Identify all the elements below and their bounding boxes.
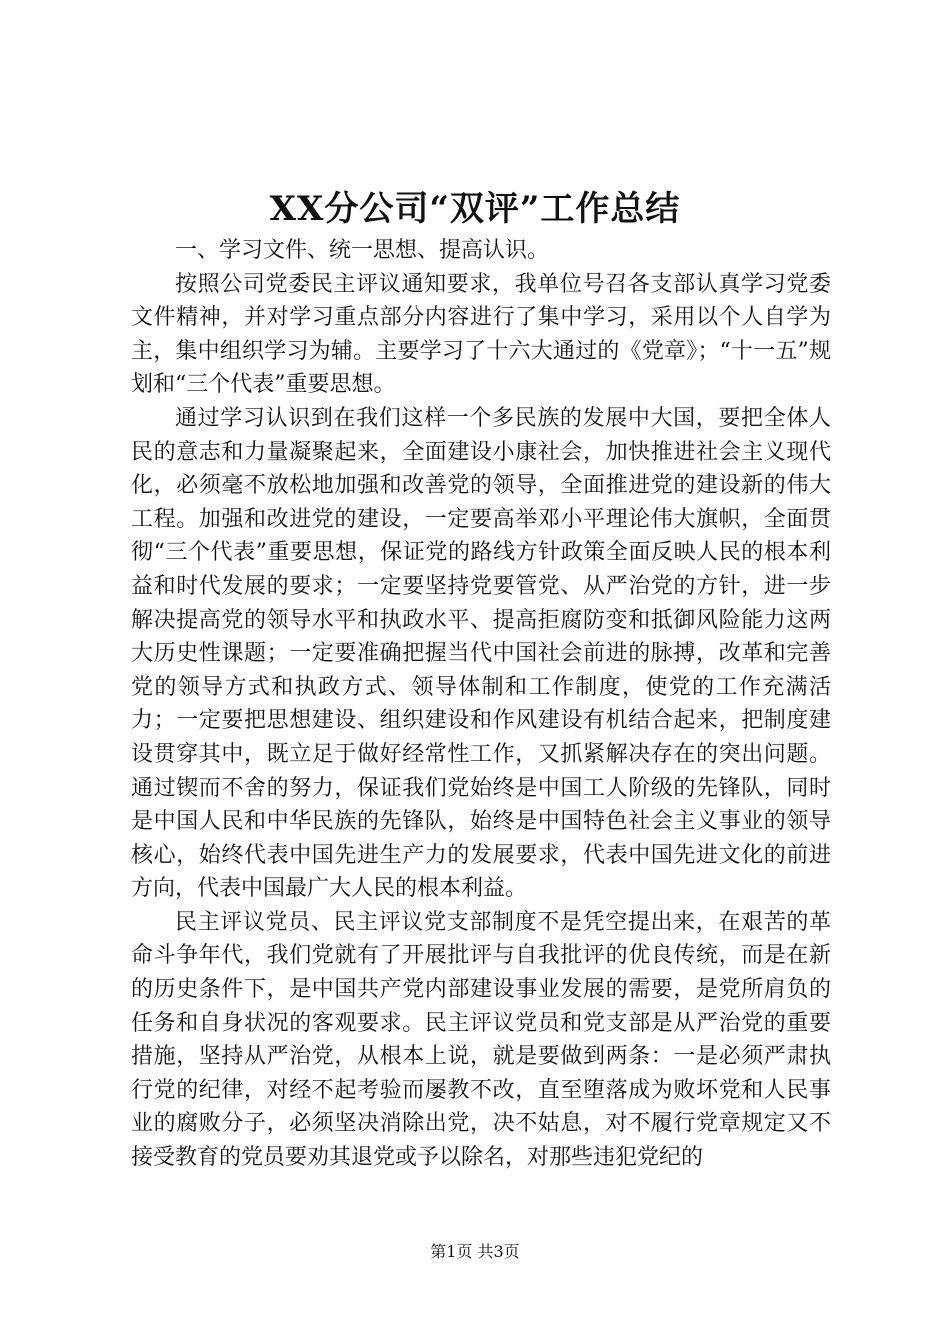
section-heading: 一、学习文件、统一思想、提高认识。 (175, 238, 550, 263)
document-title: XX分公司“双评”工作总结 (269, 189, 681, 229)
paragraph: 民主评议党员、民主评议党支部制度不是凭空提出来，在艰苦的革命斗争年代，我们党就有了开展批评与自我批评的优良传统，而是在新的历史条件下，是中国共产党内部建设事业发展的需要，是党所肩负的任务和自身状况的客观要求。民主评议党员和党支部是从严治党的重要措施，坚持从严治党，从根本上说，就是要做到两条：一是必须严肃执行党的纪律，对经不起考验而屡教不改，直至堕落成为败坏党和人民事业的腐败分子，必须坚决消除出党，决不姑息，对不履行党章规定又不接受教育的党员要劝其退党或予以除名，对那些违犯党纪的 (131, 909, 831, 1171)
paragraph: 通过学习认识到在我们这样一个多民族的发展中大国，要把全体人民的意志和力量凝聚起来，全面建设小康社会，加快推进社会主义现代化，必须毫不放松地加强和改善党的领导，全面推进党的建设新的伟大工程。加强和改进党的建设，一定要高举邓小平理论伟大旗帜，全面贯彻“三个代表”重要思想，保证党的路线方针政策全面反映人民的根本利益和时代发展的要求；一定要坚持党要管党、从严治党的方针，进一步解决提高党的领导水平和执政水平、提高拒腐防变和抵御风险能力这两大历史性课题；一定要准确把握当代中国社会前进的脉搏，改革和完善党的领导方式和执政方式、领导体制和工作制度，使党的工作充满活力；一定要把思想建设、组织建设和作风建设有机结合起来，把制度建设贯穿其中，既立足于做好经常性工作，又抓紧解决存在的突出问题。通过锲而不舍的努力，保证我们党始终是中国工人阶级的先锋队，同时是中国人民和中华民族的先锋队，始终是中国特色社会主义事业的领导核心，始终代表中国先进生产力的发展要求，代表中国先进文化的前进方向，代表中国最广大人民的根本利益。 (131, 405, 831, 902)
page-number: 第1页 共3页 (430, 1242, 520, 1261)
paragraph: 按照公司党委民主评议通知要求，我单位号召各支部认真学习党委文件精神，并对学习重点部分内容进行了集中学习，采用以个人自学为主，集中组织学习为辅。主要学习了十六大通过的《党章》；“十一五”规划和“三个代表”重要思想。 (131, 271, 831, 398)
document-body (131, 234, 831, 1175)
